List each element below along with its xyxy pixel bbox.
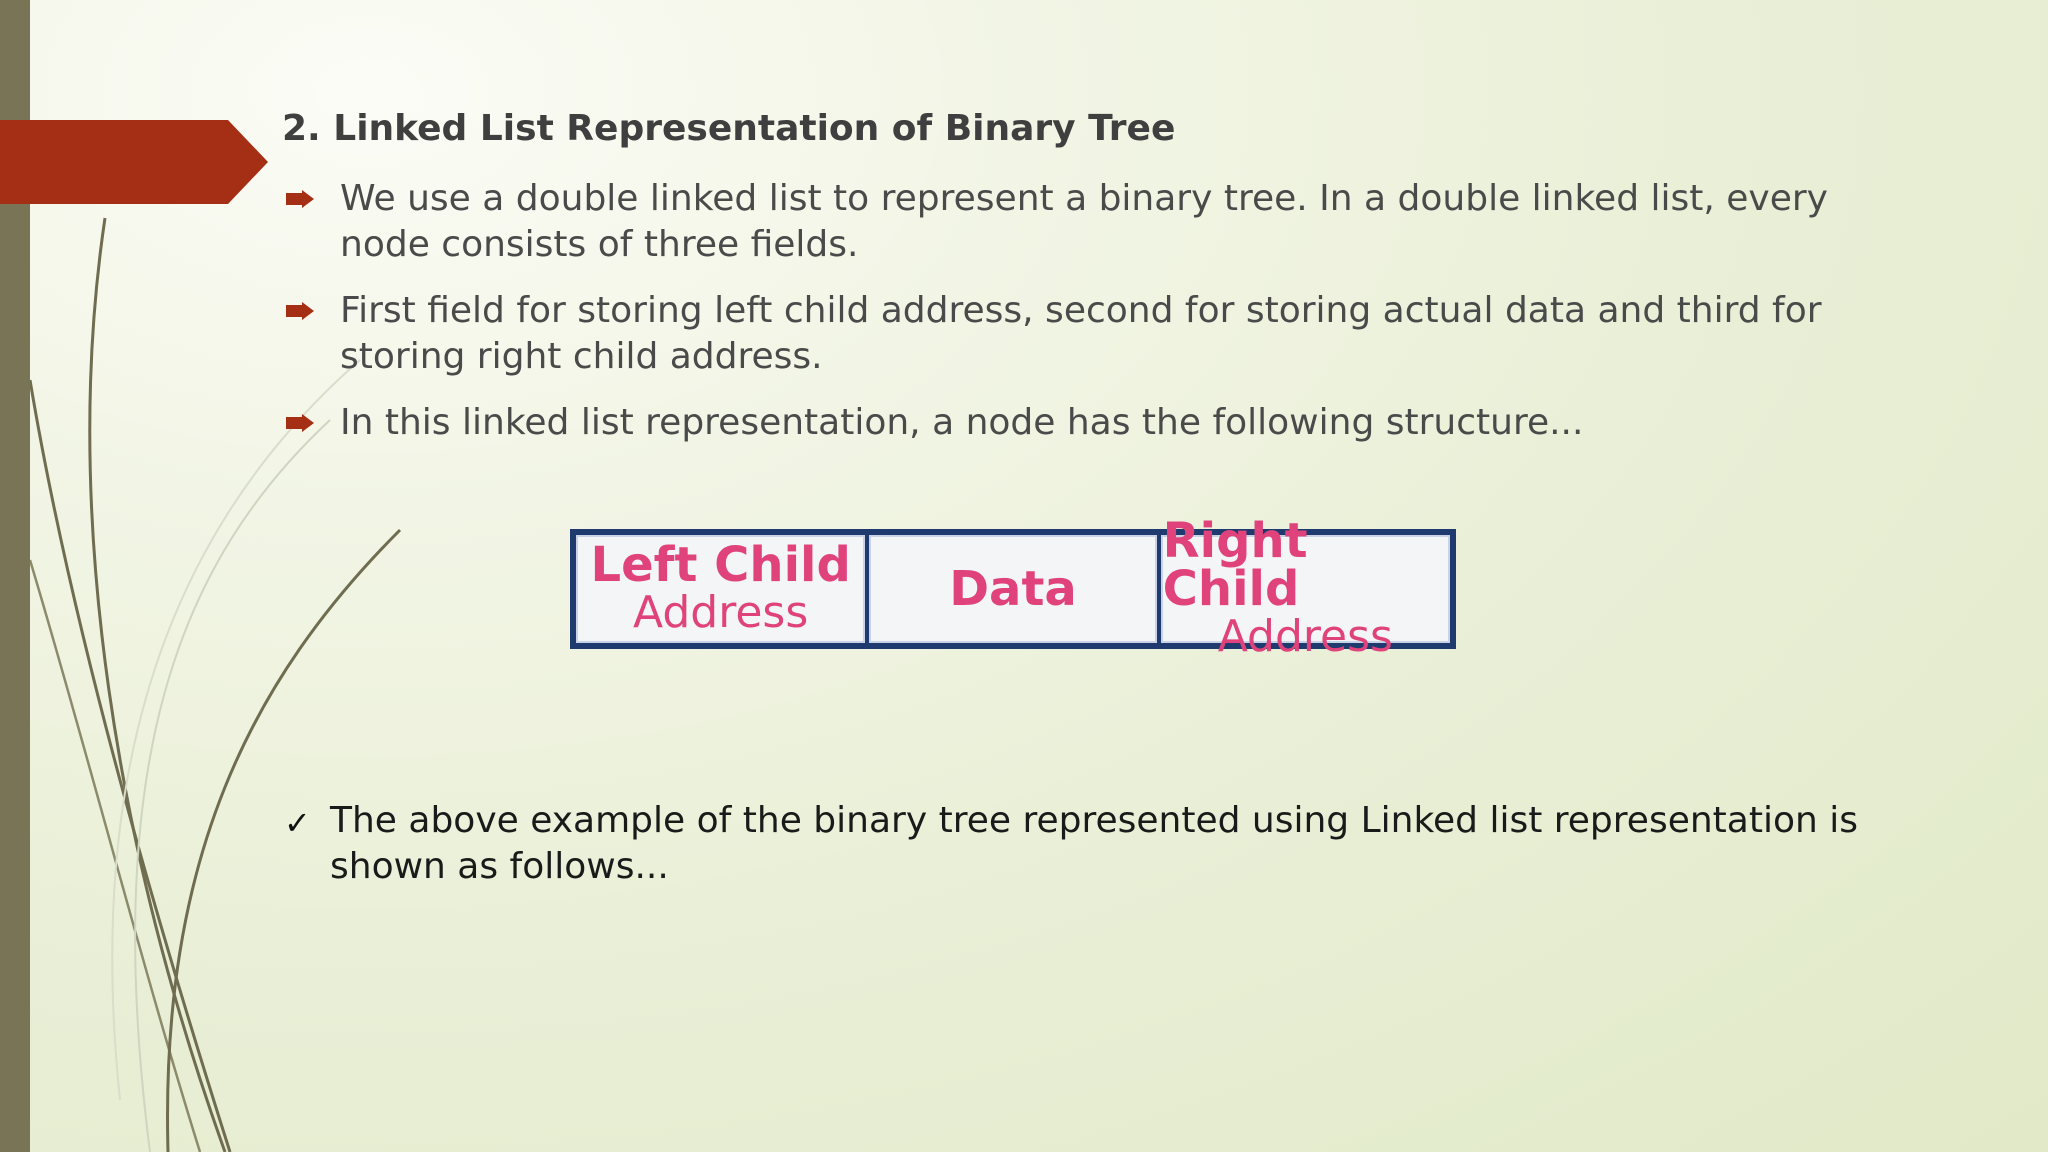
bullet-item xyxy=(282,288,1882,380)
right-child-address-field xyxy=(1161,513,1450,662)
accent-arrow-tab xyxy=(0,120,268,204)
right-child-address-label: Address xyxy=(1217,611,1393,662)
left-child-address-label: Address xyxy=(633,587,809,638)
data-label: Data xyxy=(949,561,1077,617)
arrow-bullet-icon xyxy=(286,302,314,320)
bullet-text: First field for storing left child address, second for storing actual data and third for storing right child address. xyxy=(340,290,1822,377)
bullet-text: In this linked list representation, a node has the following structure... xyxy=(340,402,1584,443)
slide-title: 2. Linked List Representation of Binary Tree xyxy=(282,108,1176,149)
data-field xyxy=(869,535,1156,643)
arrow-bullet-icon xyxy=(286,414,314,432)
left-child-label: Left Child xyxy=(590,537,851,593)
left-child-address-field xyxy=(576,535,865,643)
conclusion-item xyxy=(282,798,1882,890)
arrow-bullet-icon xyxy=(286,190,314,208)
right-child-label: Right Child xyxy=(1162,513,1308,617)
conclusion-text: The above example of the binary tree represented using Linked list representation is shown as follows... xyxy=(330,800,1858,887)
bullet-item xyxy=(282,400,1882,446)
checkmark-icon: ✓ xyxy=(284,804,311,842)
node-structure-diagram xyxy=(570,513,1456,662)
bullet-list xyxy=(282,176,1882,466)
bullet-item xyxy=(282,176,1882,268)
bullet-text: We use a double linked list to represent a binary tree. In a double linked list, every node consists of three fields. xyxy=(340,178,1828,265)
